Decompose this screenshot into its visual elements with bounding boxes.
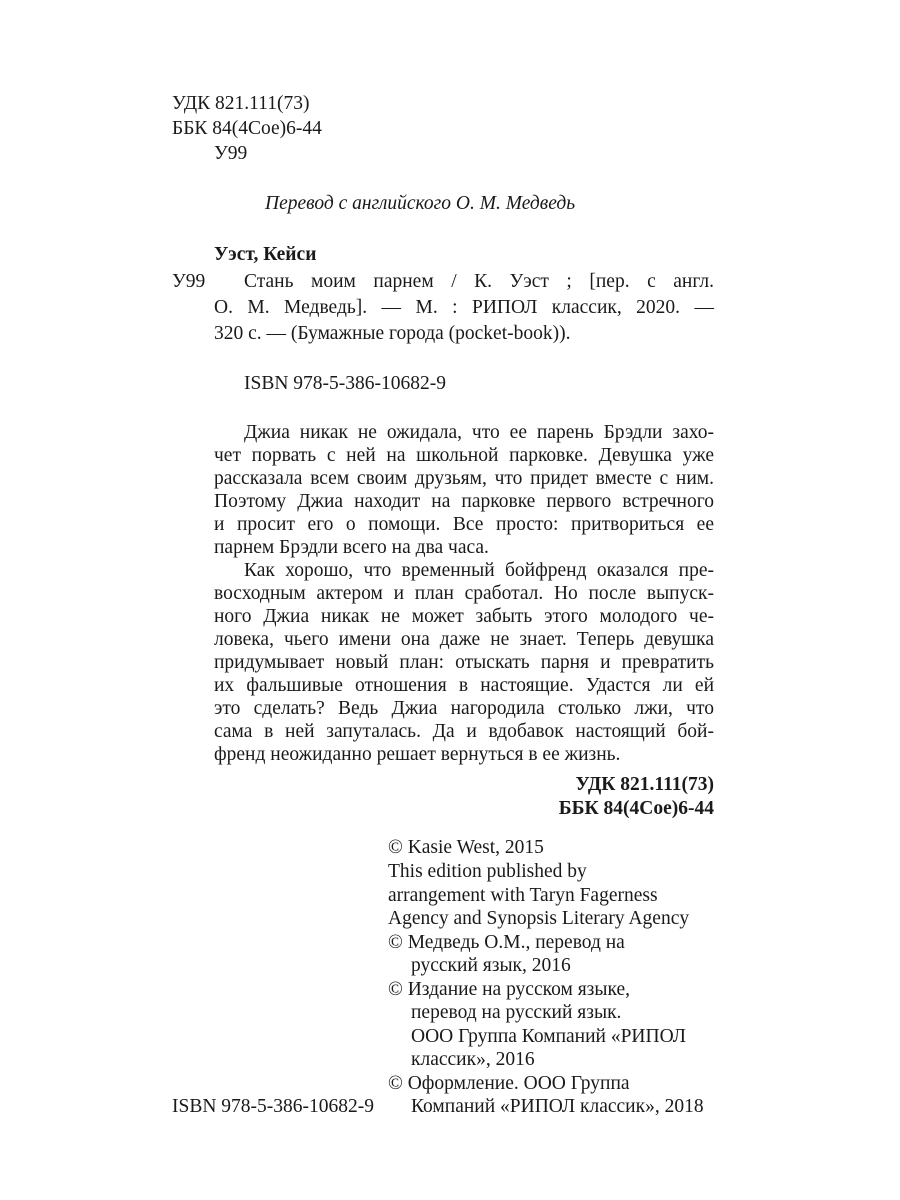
- copyright-line-11: © Оформление. ООО Группа: [388, 1073, 630, 1094]
- record-code: У99: [172, 271, 206, 292]
- copyright-line-10: классик», 2016: [411, 1049, 535, 1070]
- copyright-line-3: arrangement with Taryn Fagerness: [388, 885, 658, 906]
- annotation-p2-line-5: придумывает новый план: отыскать парня и превратить: [214, 652, 714, 673]
- copyright-line-7: © Издание на русском языке,: [388, 979, 630, 1000]
- footer-isbn: ISBN 978-5-386-10682-9: [172, 1096, 375, 1117]
- translation-credit: Перевод с английского О. М. Медведь: [265, 193, 576, 214]
- annotation-p2-line-1: Как хорошо, что временный бойфренд оказался пре-: [244, 560, 714, 581]
- classification-bbk: ББК 84(4Сое)6-44: [558, 798, 714, 819]
- annotation-p2-line-2: восходным актером и план сработал. Но после выпуск-: [214, 583, 714, 604]
- copyright-line-5: © Медведь О.М., перевод на: [388, 932, 625, 953]
- record-line-3: 320 с. — (Бумажные города (pocket-book)).: [214, 323, 571, 344]
- copyright-line-6: русский язык, 2016: [411, 955, 571, 976]
- annotation-p1-line-6: парнем Брэдли всего на два часа.: [214, 537, 489, 558]
- classification-udk: УДК 821.111(73): [575, 774, 714, 795]
- annotation-p1-line-2: чет порвать с ней на школьной парковке. Девушка уже: [214, 445, 714, 466]
- annotation-p2-line-6: их фальшивые отношения в настоящие. Удастся ли ей: [214, 675, 714, 696]
- copyright-line-2: This edition published by: [388, 861, 587, 882]
- annotation-p1-line-3: рассказала всем своим друзьям, что придет вместе с ним.: [214, 468, 714, 489]
- header-udk: УДК 821.111(73): [172, 93, 310, 114]
- annotation-p2-line-8: сама в ней запуталась. Да и вдобавок настоящий бой-: [214, 721, 714, 742]
- copyright-line-12: Компаний «РИПОЛ классик», 2018: [411, 1096, 704, 1117]
- annotation-p1-line-4: Поэтому Джиа находит на парковке первого встречного: [214, 491, 714, 512]
- annotation-p2-line-3: ного Джиа никак не может забыть этого молодого че-: [214, 606, 714, 627]
- record-isbn: ISBN 978-5-386-10682-9: [244, 373, 447, 394]
- header-code: У99: [214, 143, 248, 164]
- annotation-p2-line-4: ловека, чьего имени она даже не знает. Теперь девушка: [214, 629, 714, 650]
- annotation-p2-line-9: френд неожиданно решает вернуться в ее жизнь.: [214, 744, 621, 765]
- header-bbk: ББК 84(4Сое)6-44: [172, 118, 322, 139]
- record-line-2: О. М. Медведь]. — М. : РИПОЛ классик, 2020. —: [214, 297, 714, 318]
- copyright-line-9: ООО Группа Компаний «РИПОЛ: [411, 1026, 686, 1047]
- annotation-p2-line-7: это сделать? Ведь Джиа нагородила столько лжи, что: [214, 698, 714, 719]
- copyright-line-8: перевод на русский язык.: [411, 1002, 622, 1023]
- annotation-p1-line-5: и просит его о помощи. Все просто: притвориться ее: [214, 514, 714, 535]
- annotation-p1-line-1: Джиа никак не ожидала, что ее парень Брэдли захо-: [244, 422, 714, 443]
- record-line-1: Стань моим парнем / К. Уэст ; [пер. с англ.: [244, 271, 714, 292]
- copyright-line-1: © Kasie West, 2015: [388, 837, 544, 858]
- copyright-line-4: Agency and Synopsis Literary Agency: [388, 908, 690, 929]
- record-author: Уэст, Кейси: [214, 244, 317, 265]
